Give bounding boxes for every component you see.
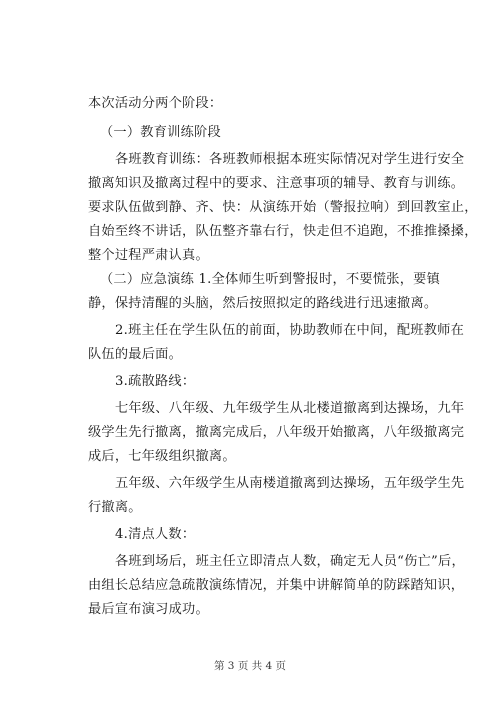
- text-line: 4.清点人数：: [115, 527, 196, 542]
- text-line: 由组长总结应急疏散演练情况，并集中讲解简单的防踩踏知识，: [88, 578, 465, 593]
- text-line: 各班到场后，班主任立即清点人数，确定无人员“伤亡”后，: [115, 554, 465, 569]
- text-line: 队伍的最后面。: [88, 347, 183, 362]
- text-line: 撤离知识及撤离过程中的要求、注意事项的辅导、教育与训练。: [88, 176, 465, 191]
- text-line: 3.疏散路线：: [115, 374, 196, 389]
- text-line: 七年级、八年级、九年级学生从北楼道撤离到达操场，九年: [115, 401, 465, 416]
- text-line: 各班教育训练：各班教师根据本班实际情况对学生进行安全: [115, 152, 465, 167]
- text-line: 整个过程严肃认真。: [88, 248, 209, 263]
- text-line: 最后宣布演习成功。: [88, 602, 209, 617]
- section-heading: （二）应急演练 1.全体师生听到警报时，不要慌张，要镇: [100, 272, 441, 287]
- text-line: 自始至终不讲话，队伍整齐靠右行，快走但不追跑，不推推搡搡，: [88, 224, 478, 239]
- text-line: 成后，七年级组织撤离。: [88, 449, 236, 464]
- text-line: 本次活动分两个阶段：: [88, 96, 223, 111]
- text-line: 静，保持清醒的头脑，然后按照拟定的路线进行迅速撤离。: [88, 296, 438, 311]
- text-line: 要求队伍做到静、齐、快：从演练开始（警报拉响）到回教室止，: [88, 200, 478, 215]
- text-line: 五年级、六年级学生从南楼道撤离到达操场，五年级学生先: [115, 476, 465, 491]
- text-line: 行撤离。: [88, 500, 142, 515]
- section-heading: （一）教育训练阶段: [100, 125, 221, 140]
- text-line: 2.班主任在学生队伍的前面，协助教师在中间，配班教师在: [115, 323, 465, 338]
- text-line: 级学生先行撤离，撤离完成后，八年级开始撤离，八年级撤离完: [88, 425, 465, 440]
- page-number-footer: 第 3 页 共 4 页: [213, 660, 287, 672]
